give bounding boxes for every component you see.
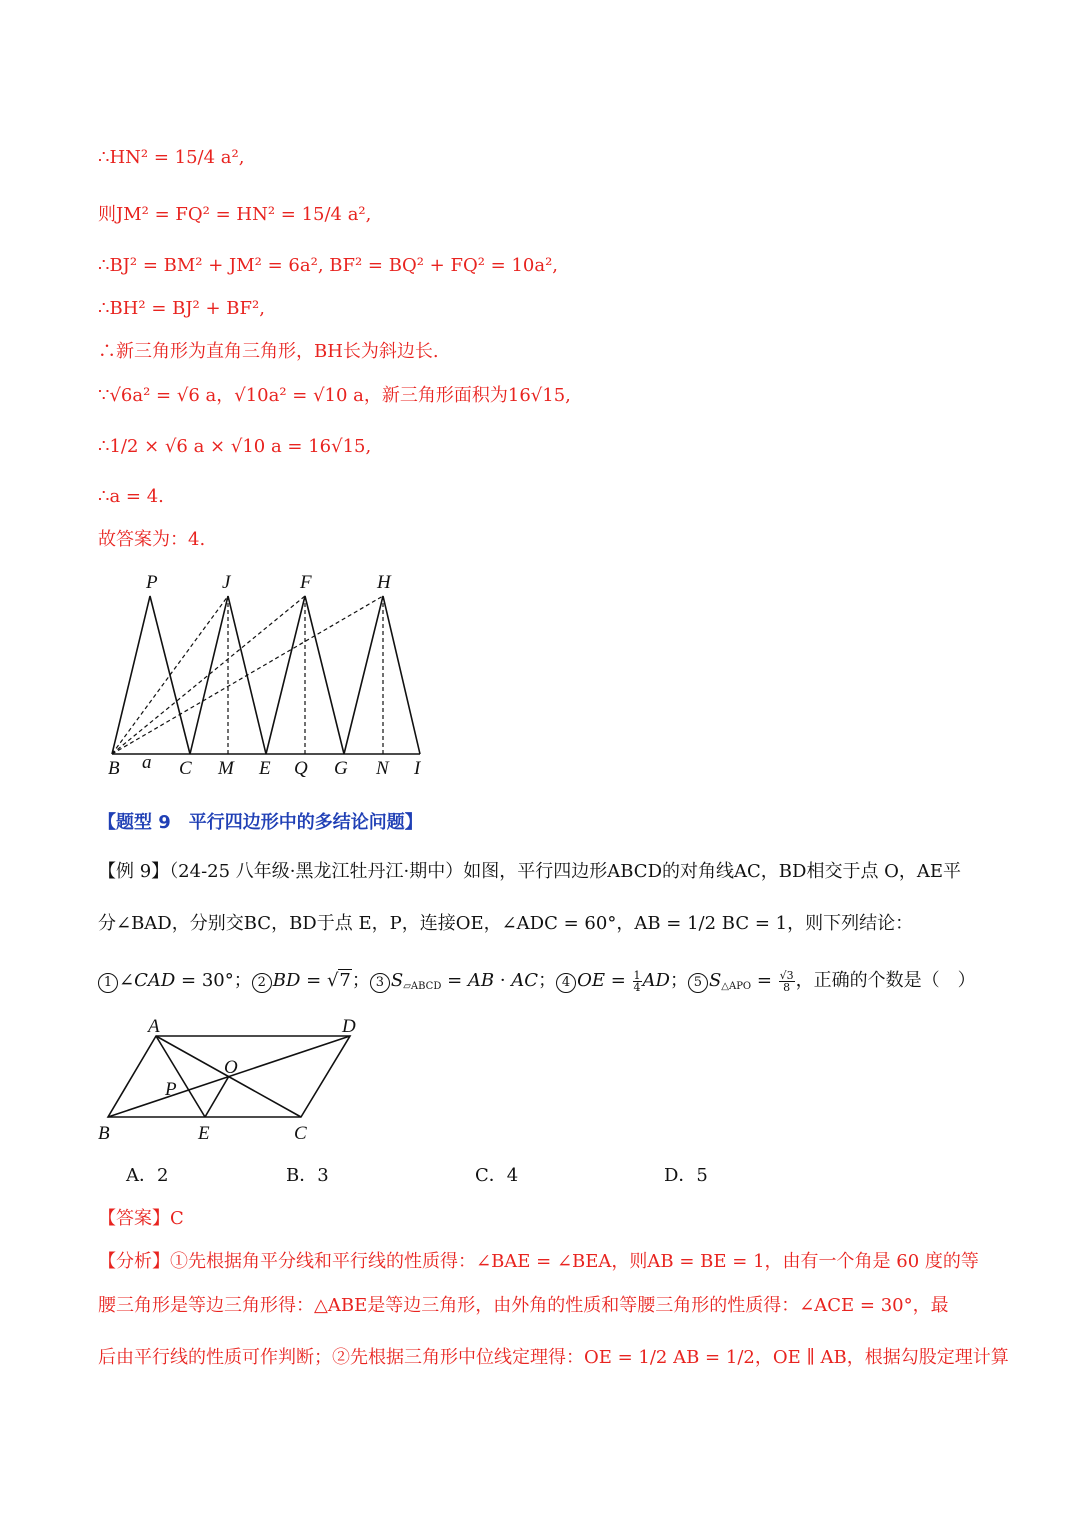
segment-ae bbox=[156, 1036, 205, 1117]
example-source: （24-25 八年级·黑龙江牡丹江·期中） bbox=[169, 861, 464, 882]
example-line-1 bbox=[98, 860, 961, 884]
label-a2: A bbox=[148, 1016, 160, 1037]
solution-line-4: ∴BH² = BJ² + BF², bbox=[98, 298, 265, 319]
solution-line-2: 则JM² = FQ² = HN² = 15/4 a², bbox=[98, 204, 372, 225]
option-b: B．3 bbox=[286, 1165, 329, 1186]
label-p: P bbox=[146, 572, 158, 593]
label-i: I bbox=[414, 758, 421, 779]
triangles-figure bbox=[98, 568, 438, 780]
example-line-2: 分∠BAD，分别交BC，BD于点 E，P，连接OE，∠ADC = 60°，AB = 1/2 BC = 1，则下列结论： bbox=[98, 913, 914, 934]
solution-line-6: ∵√6a² = √6 a，√10a² = √10 a，新三角形面积为16√15, bbox=[98, 385, 571, 406]
label-g: G bbox=[334, 758, 348, 779]
answer-value: C bbox=[170, 1208, 184, 1229]
label-c2: C bbox=[294, 1123, 307, 1144]
answer-tag: 【答案】 bbox=[98, 1208, 170, 1229]
example-tag: 【例 9】 bbox=[98, 861, 170, 882]
answer-line: 故答案为：4. bbox=[98, 529, 206, 550]
label-n: N bbox=[376, 758, 389, 779]
analysis-tag: 【分析】 bbox=[98, 1251, 170, 1272]
triangle-bpc bbox=[112, 596, 190, 754]
label-d2: D bbox=[342, 1016, 356, 1037]
example-line-3 bbox=[98, 969, 976, 999]
solution-line-3: ∴BJ² = BM² + JM² = 6a², BF² = BQ² + FQ² = 10a², bbox=[98, 255, 559, 276]
option-a: A．2 bbox=[126, 1165, 169, 1186]
label-f: F bbox=[300, 572, 312, 593]
label-p2: P bbox=[165, 1079, 177, 1100]
analysis-line-2: 腰三角形是等边三角形得：△ABE是等边三角形，由外角的性质和等腰三角形的性质得：∠ACE = 30°，最 bbox=[98, 1295, 949, 1316]
analysis-line-1 bbox=[98, 1250, 979, 1274]
triangle-ghi bbox=[344, 596, 420, 754]
analysis-text-1: ①先根据角平分线和平行线的性质得：∠BAE = ∠BEA，则AB = BE = 1，由有一个角是 60 度的等 bbox=[170, 1251, 979, 1272]
solution-line-5: ∴新三角形为直角三角形，BH长为斜边长. bbox=[98, 341, 439, 362]
label-a: a bbox=[142, 752, 152, 773]
segment-oe bbox=[205, 1076, 229, 1117]
label-e: E bbox=[259, 758, 271, 779]
parallelogram-figure bbox=[94, 1014, 374, 1146]
label-o2: O bbox=[224, 1057, 238, 1078]
label-b: B bbox=[108, 758, 120, 779]
dashed-bh bbox=[112, 596, 383, 754]
answer-row bbox=[98, 1207, 184, 1231]
option-d: D．5 bbox=[664, 1165, 708, 1186]
solution-line-7: ∴1/2 × √6 a × √10 a = 16√15, bbox=[98, 436, 372, 457]
solution-line-8: ∴a = 4. bbox=[98, 486, 164, 507]
label-e2: E bbox=[198, 1123, 210, 1144]
label-h: H bbox=[377, 572, 391, 593]
label-j: J bbox=[222, 572, 231, 593]
label-q: Q bbox=[294, 758, 308, 779]
statement-list: 1 ∠CAD = 30°； 2 BD = √7； 3 $S_{▱ABCD}$ = AB · AC； 4 OE = $\frac{1}{4}$ AD； 5 $S_{\triangle APO}$ = $\frac{√3}{8}$ bbox=[98, 970, 796, 991]
example-question-tail: ，正确的个数是（ ） bbox=[795, 970, 976, 991]
label-b2: B bbox=[98, 1123, 110, 1144]
option-c: C．4 bbox=[475, 1165, 519, 1186]
label-c: C bbox=[179, 758, 192, 779]
analysis-line-3: 后由平行线的性质可作判断；②先根据三角形中位线定理得：OE = 1/2 AB = 1/2，OE ∥ AB，根据勾股定理计算 bbox=[98, 1347, 1009, 1368]
section-title: 【题型 9 平行四边形中的多结论问题】 bbox=[98, 812, 423, 833]
dashed-bj bbox=[112, 596, 228, 754]
example-text-1: 如图，平行四边形ABCD的对角线AC，BD相交于点 O，AE平 bbox=[463, 861, 962, 882]
label-m: M bbox=[218, 758, 234, 779]
solution-line-1: ∴HN² = 15/4 a², bbox=[98, 147, 245, 168]
